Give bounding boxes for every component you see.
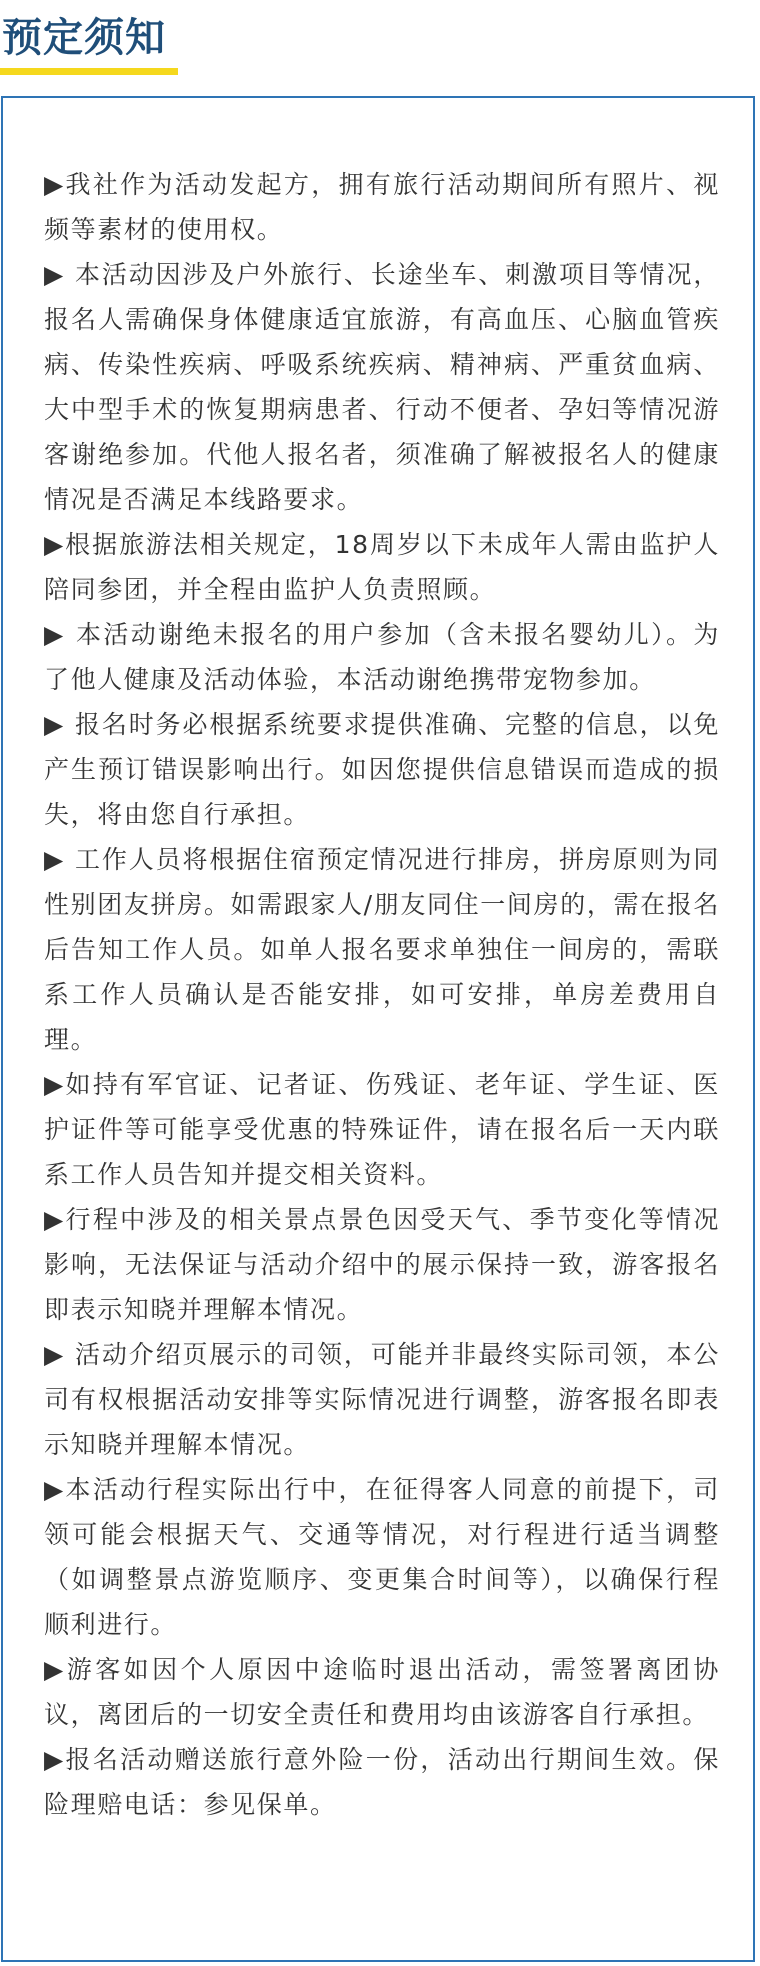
notice-list — [44, 162, 720, 1827]
notice-item-insurance: ▶报名活动赠送旅行意外险一份，活动出行期间生效。保险理赔电话：参见保单。 — [44, 1745, 720, 1819]
notice-item-photo-rights: ▶我社作为活动发起方，拥有旅行活动期间所有照片、视频等素材的使用权。 — [44, 170, 720, 244]
notice-item-scenery: ▶行程中涉及的相关景点景色因受天气、季节变化等情况影响，无法保证与活动介绍中的展示保持一致，游客报名即表示知晓并理解本情况。 — [44, 1205, 720, 1324]
header — [0, 0, 760, 80]
notice-item-guide: ▶ 活动介绍页展示的司领，可能并非最终实际司领，本公司有权根据活动安排等实际情况进行调整，游客报名即表示知晓并理解本情况。 — [44, 1340, 720, 1459]
notice-item-minors: ▶根据旅游法相关规定，18周岁以下未成年人需由监护人陪同参团，并全程由监护人负责照顾。 — [44, 530, 720, 604]
notice-box — [1, 96, 755, 1962]
page-title: 预定须知 — [2, 15, 166, 61]
notice-item-unregistered-pets: ▶ 本活动谢绝未报名的用户参加（含未报名婴幼儿）。为了他人健康及活动体验，本活动谢绝携带宠物参加。 — [44, 620, 720, 694]
notice-item-itinerary-adjustment: ▶本活动行程实际出行中，在征得客人同意的前提下，司领可能会根据天气、交通等情况，对行程进行适当调整（如调整景点游览顺序、变更集合时间等），以确保行程顺利进行。 — [44, 1475, 720, 1639]
notice-item-health: ▶ 本活动因涉及户外旅行、长途坐车、刺激项目等情况，报名人需确保身体健康适宜旅游，有高血压、心脑血管疾病、传染性疾病、呼吸系统疾病、精神病、严重贫血病、大中型手术的恢复期病患者、行动不便者、孕妇等情况游客谢绝参加。代他人报名者，须准确了解被报名人的健康情况是否满足本线路要求。 — [44, 260, 720, 514]
notice-item-special-certificates: ▶如持有军官证、记者证、伤残证、老年证、学生证、医护证件等可能享受优惠的特殊证件，请在报名后一天内联系工作人员告知并提交相关资料。 — [44, 1070, 720, 1189]
notice-item-room-sharing: ▶ 工作人员将根据住宿预定情况进行排房，拼房原则为同性别团友拼房。如需跟家人/朋友同住一间房的，需在报名后告知工作人员。如单人报名要求单独住一间房的，需联系工作人员确认是否能安排，如可安排，单房差费用自理。 — [44, 845, 720, 1054]
notice-item-leaving-group: ▶游客如因个人原因中途临时退出活动，需签署离团协议，离团后的一切安全责任和费用均由该游客自行承担。 — [44, 1655, 720, 1729]
title-underline — [0, 68, 178, 75]
notice-item-accurate-info: ▶ 报名时务必根据系统要求提供准确、完整的信息，以免产生预订错误影响出行。如因您提供信息错误而造成的损失，将由您自行承担。 — [44, 710, 720, 829]
